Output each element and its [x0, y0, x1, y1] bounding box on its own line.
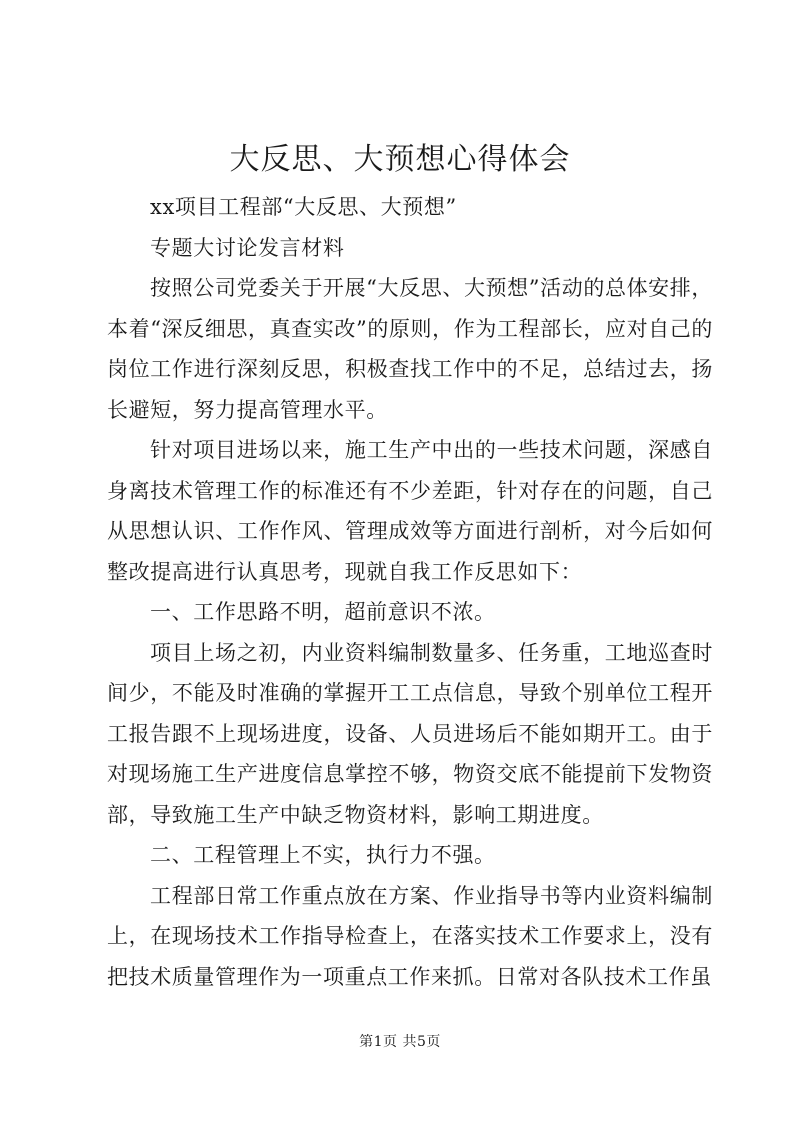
paragraph: 针对项目进场以来，施工生产中出的一些技术问题，深感自身离技术管理工作的标准还有不少差距，针对存在的问题，自己从思想认识、工作作风、管理成效等方面进行剖析，对今后如何整改提高进行认真思考，现就自我工作反思如下：: [107, 438, 713, 584]
page-number-footer: 第1页 共5页: [359, 1034, 441, 1050]
paragraph: 工程部日常工作重点放在方案、作业指导书等内业资料编制上，在现场技术工作指导检查上，在落实技术工作要求上，没有把技术质量管理作为一项重点工作来抓。日常对各队技术工作虽: [107, 883, 713, 989]
paragraph-subtitle-line-1: xx项目工程部“大反思、大预想”: [150, 195, 457, 219]
document-title: 大反思、大预想心得体会: [229, 142, 571, 177]
paragraph: 按照公司党委关于开展“大反思、大预想”活动的总体安排，本着“深反细思，真查实改”的原则，作为工程部长，应对自己的岗位工作进行深刻反思，积极查找工作中的不足，总结过去，扬长避短，努力提高管理水平。: [107, 276, 713, 422]
paragraph: 项目上场之初，内业资料编制数量多、任务重，工地巡查时间少，不能及时准确的掌握开工工点信息，导致个别单位工程开工报告跟不上现场进度，设备、人员进场后不能如期开工。由于对现场施工生产进度信息掌控不够，物资交底不能提前下发物资部，导致施工生产中缺乏物资材料，影响工期进度。: [107, 640, 713, 827]
paragraph-subtitle-line-2: 专题大讨论发言材料: [150, 235, 345, 260]
document-body: [107, 187, 713, 997]
section-heading: 二、工程管理上不实，执行力不强。: [150, 843, 496, 867]
section-heading: 一、工作思路不明，超前意识不浓。: [150, 600, 496, 624]
